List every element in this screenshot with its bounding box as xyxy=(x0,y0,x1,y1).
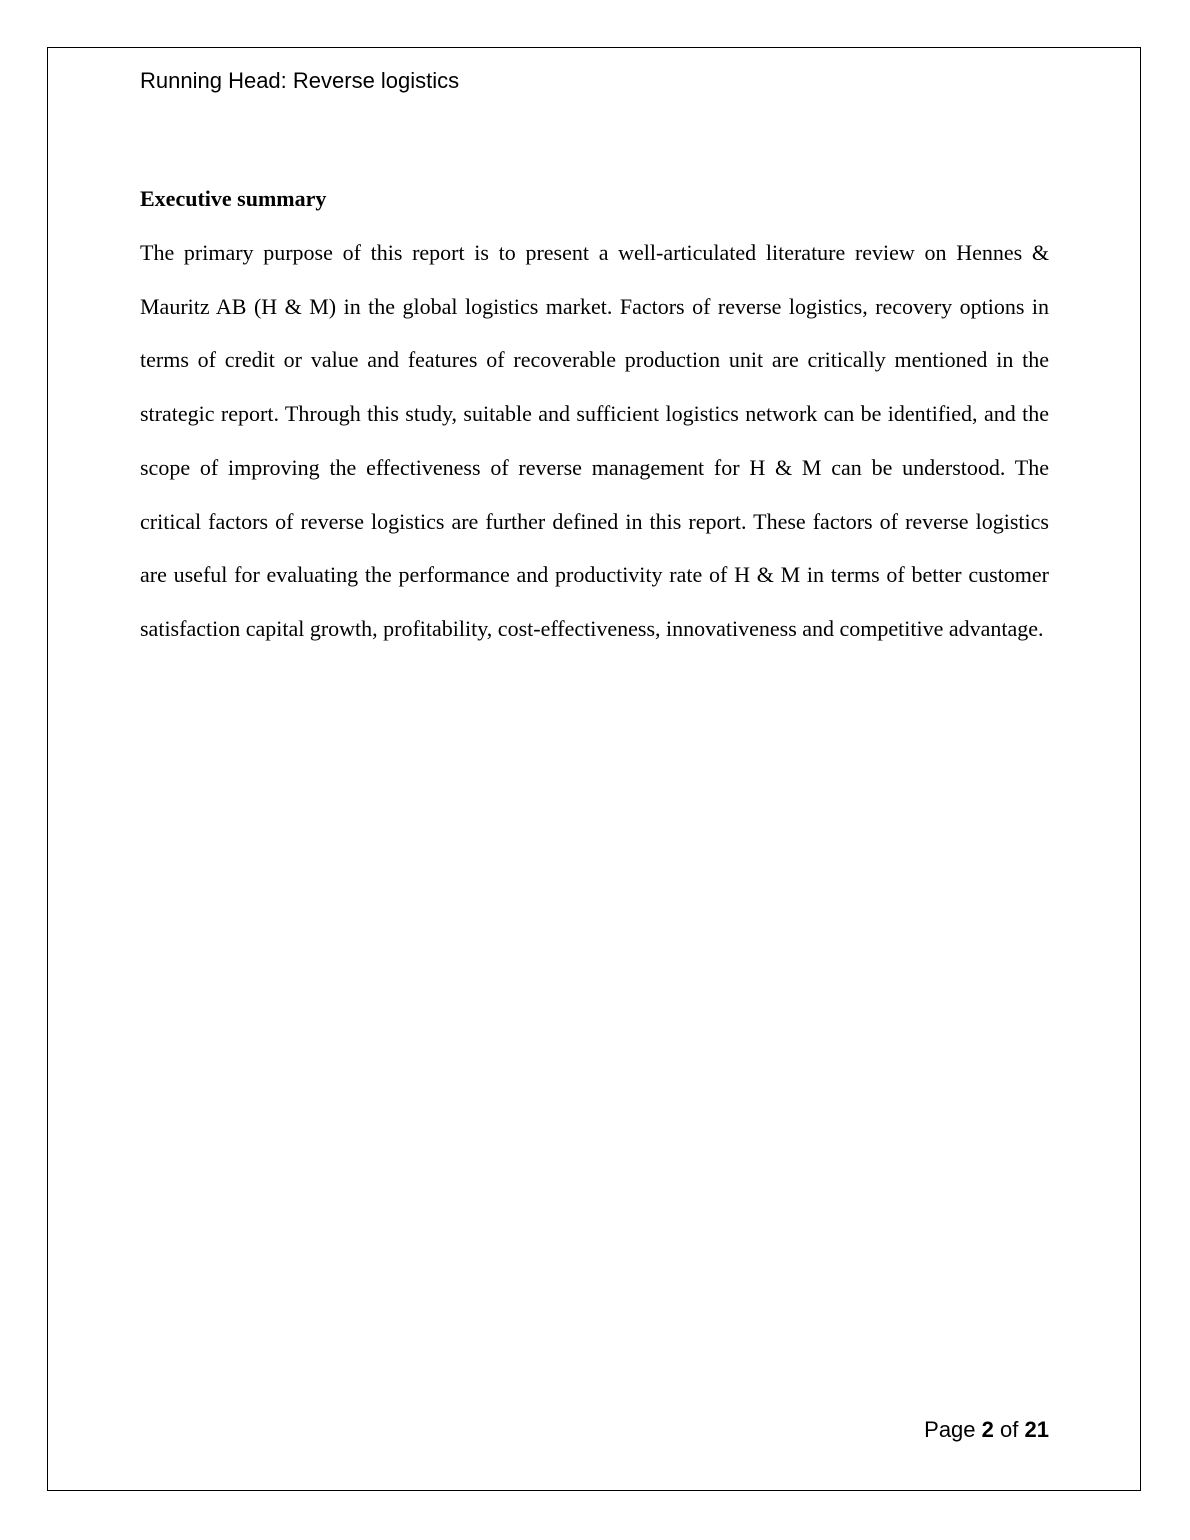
current-page: 2 xyxy=(981,1417,994,1442)
of-word: of xyxy=(1000,1417,1019,1442)
section-heading: Executive summary xyxy=(140,186,327,211)
page-word: Page xyxy=(924,1417,976,1442)
running-head: Running Head: Reverse logistics xyxy=(140,68,460,93)
total-pages: 21 xyxy=(1024,1417,1049,1442)
page-number xyxy=(924,1417,1049,1443)
executive-summary-paragraph: The primary purpose of this report is to present a well-articulated literature review on Hennes & Mauritz AB (H & M) in the global logistics market. Factors of reverse logistics, recovery options in terms of credit or value and features of recoverable production unit are critically mentioned in the strategic report. Through this study, suitable and sufficient logistics network can be identified, and the scope of improving the effectiveness of reverse management for H & M can be understood. The critical factors of reverse logistics are further defined in this report. These factors of reverse logistics are useful for evaluating the performance and productivity rate of H & M in terms of better customer satisfaction capital growth, profitability, cost-effectiveness, innovativeness and competitive advantage. xyxy=(140,240,1049,641)
